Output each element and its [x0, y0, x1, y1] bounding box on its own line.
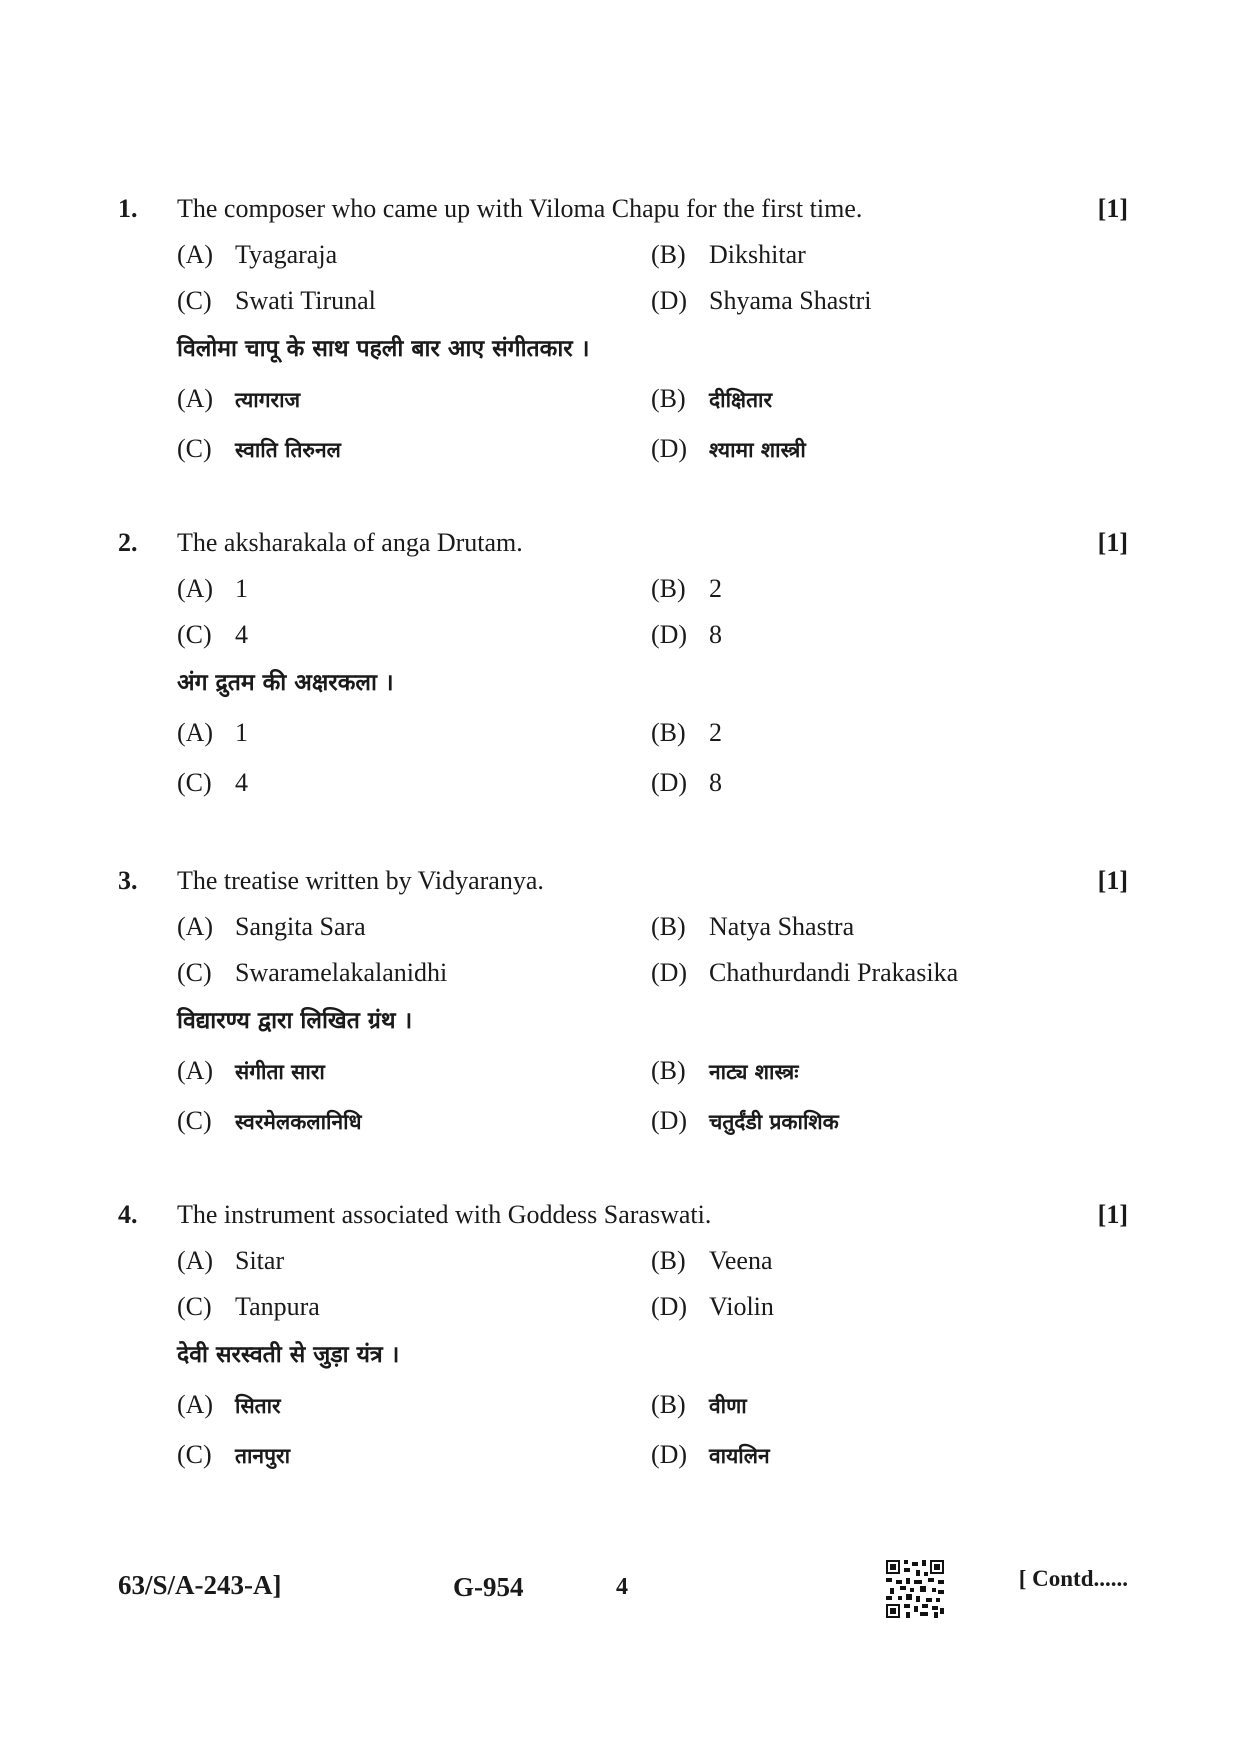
- question-text-hindi: विद्यारण्य द्वारा लिखित ग्रंथ ।: [177, 1008, 413, 1034]
- option-c: (C) Tanpura: [177, 1292, 320, 1321]
- option-a: (A) Tyagaraja: [177, 240, 338, 269]
- hindi-option-c: (C) स्वरमेलकलानिधि: [177, 1106, 362, 1135]
- option-c: (C) 4: [177, 620, 248, 649]
- option-b: (B) 2: [651, 574, 722, 603]
- hindi-option-c: (C) 4: [177, 768, 248, 797]
- question-number: 1.: [118, 194, 138, 223]
- question-3: [118, 858, 1128, 1146]
- question-number: 3.: [118, 866, 138, 895]
- question-marks: [1]: [1097, 194, 1128, 223]
- question-text: The treatise written by Vidyaranya.: [177, 866, 544, 895]
- hindi-option-d: (D) चतुर्दंडी प्रकाशिक: [651, 1106, 839, 1135]
- option-b: (B) Veena: [651, 1246, 773, 1275]
- question-4: [118, 1192, 1128, 1480]
- hindi-option-b: (B) नाट्य शास्त्रः: [651, 1056, 799, 1085]
- hindi-option-d: (D) वायलिन: [651, 1440, 770, 1469]
- question-number: 4.: [118, 1200, 138, 1229]
- page-footer: [118, 1560, 1128, 1620]
- question-1: [118, 186, 1128, 474]
- hindi-option-a: (A) त्यागराज: [177, 384, 301, 413]
- option-b: (B) Dikshitar: [651, 240, 806, 269]
- question-text: The aksharakala of anga Drutam.: [177, 528, 523, 557]
- question-marks: [1]: [1097, 866, 1128, 895]
- option-a: (A) 1: [177, 574, 248, 603]
- qr-code-icon: [886, 1560, 944, 1618]
- option-b: (B) Natya Shastra: [651, 912, 855, 941]
- hindi-option-b: (B) दीक्षितार: [651, 384, 773, 413]
- option-d: (D) Violin: [651, 1292, 774, 1321]
- option-d: (D) Shyama Shastri: [651, 286, 872, 315]
- question-marks: [1]: [1097, 1200, 1128, 1229]
- question-number: 2.: [118, 528, 138, 557]
- option-c: (C) Swati Tirunal: [177, 286, 376, 315]
- hindi-option-a: (A) 1: [177, 718, 248, 747]
- hindi-option-b: (B) वीणा: [651, 1390, 747, 1419]
- hindi-option-b: (B) 2: [651, 718, 722, 747]
- question-2: [118, 520, 1128, 808]
- question-marks: [1]: [1097, 528, 1128, 557]
- hindi-option-d: (D) श्यामा शास्त्री: [651, 434, 806, 463]
- page-number: 4: [616, 1574, 628, 1600]
- question-text-hindi: विलोमा चापू के साथ पहली बार आए संगीतकार ।: [177, 336, 590, 362]
- question-text: The composer who came up with Viloma Chapu for the first time.: [177, 194, 863, 223]
- option-d: (D) 8: [651, 620, 722, 649]
- continued-label: [ Contd......: [1018, 1566, 1128, 1591]
- option-a: (A) Sangita Sara: [177, 912, 366, 941]
- question-text-hindi: अंग द्रुतम की अक्षरकला ।: [177, 670, 394, 696]
- series-code: G-954: [453, 1572, 524, 1602]
- option-a: (A) Sitar: [177, 1246, 285, 1275]
- option-c: (C) Swaramelakalanidhi: [177, 958, 448, 987]
- question-text: The instrument associated with Goddess Saraswati.: [177, 1200, 712, 1229]
- hindi-option-a: (A) संगीता सारा: [177, 1056, 325, 1085]
- hindi-option-c: (C) स्वाति तिरुनल: [177, 434, 341, 463]
- hindi-option-a: (A) सितार: [177, 1390, 281, 1419]
- question-text-hindi: देवी सरस्वती से जुड़ा यंत्र ।: [177, 1342, 400, 1368]
- hindi-option-c: (C) तानपुरा: [177, 1440, 291, 1469]
- option-d: (D) Chathurdandi Prakasika: [651, 958, 959, 987]
- paper-code: 63/S/A-243-A]: [118, 1570, 282, 1600]
- hindi-option-d: (D) 8: [651, 768, 722, 797]
